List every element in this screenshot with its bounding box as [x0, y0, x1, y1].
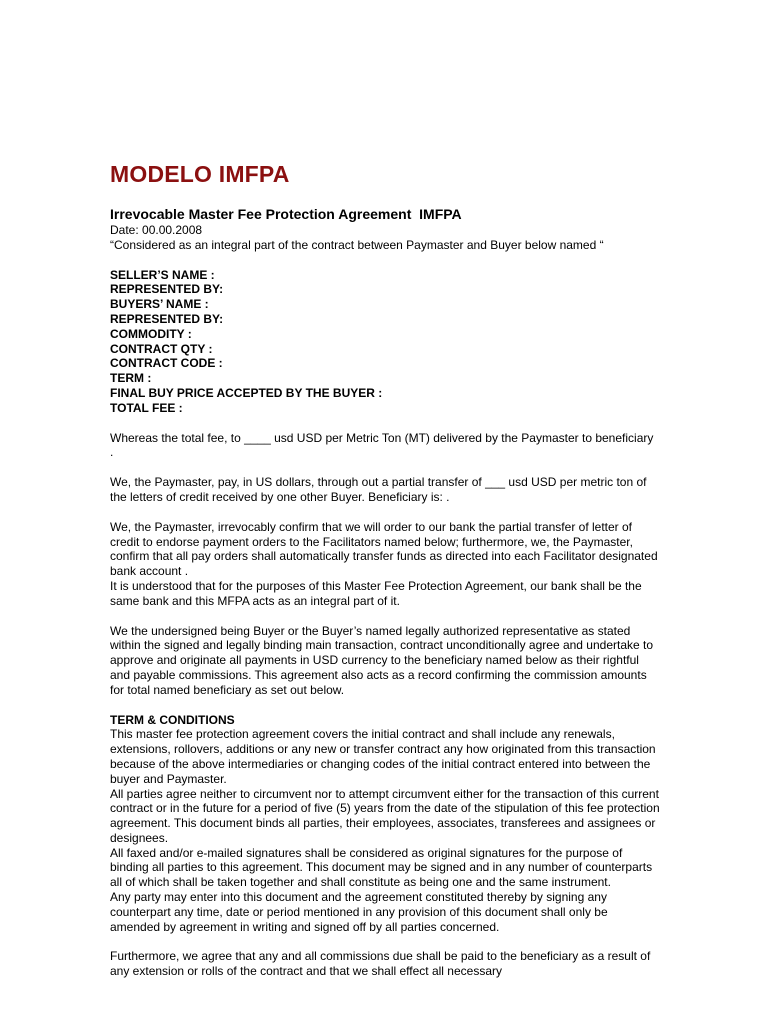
document-page: [110, 160, 660, 979]
field-contract-qty: CONTRACT QTY :: [110, 341, 213, 356]
document-title: MODELO IMFPA: [110, 161, 290, 187]
field-commodity: COMMODITY :: [110, 326, 192, 341]
date-line: Date: 00.00.2008: [110, 223, 203, 237]
terms-heading: TERM & CONDITIONS: [110, 712, 235, 727]
terms-paragraph-non-circumvention: All parties agree neither to circumvent nor to attempt circumvent either for the transaction of this current contract or in the future for a period of five (5) years from the date of the stipulation of this fee protection agreement. This document binds all parties, their employees, associates, transferees and assignees or designees.: [110, 786, 660, 845]
field-term: TERM :: [110, 371, 152, 386]
terms-paragraph-signatures: All faxed and/or e-mailed signatures shall be considered as original signatures for the purpose of binding all parties to this agreement. This document may be signed and in any number of counterparts all of which shall be taken together and shall constitute as being one and the same instrument.: [110, 845, 653, 890]
field-sellers-name: SELLER’S NAME :: [110, 267, 215, 282]
field-seller-represented-by: REPRESENTED BY:: [110, 282, 224, 297]
field-final-buy-price: FINAL BUY PRICE ACCEPTED BY THE BUYER :: [110, 385, 383, 400]
paragraph-undersigned: We the undersigned being Buyer or the Buyer’s named legally authorized representative as stated within the signed and legally binding main transaction, contract unconditionally agree and undertake to approve and originate all payments in USD currency to the beneficiary named below as their rightful and payable commissions. This agreement also acts as a record confirming the commission amounts for total named beneficiary as set out below.: [110, 623, 654, 697]
field-total-fee: TOTAL FEE :: [110, 400, 183, 415]
terms-paragraph-coverage: This master fee protection agreement covers the initial contract and shall include any renewals, extensions, rollovers, additions or any new or transfer contract any how originated from this transaction because of the above intermediaries or changing codes of the initial contract entered into between the buyer and Paymaster.: [110, 727, 656, 786]
document-subtitle: Irrevocable Master Fee Protection Agreement IMFPA: [110, 206, 462, 222]
field-contract-code: CONTRACT CODE :: [110, 356, 223, 371]
closing-paragraph: Furthermore, we agree that any and all commissions due shall be paid to the beneficiary as a result of any extension or rolls of the contract and that we shall effect all necessary: [110, 949, 651, 979]
contract-fields: [110, 268, 660, 416]
field-buyers-name: BUYERS’ NAME :: [110, 297, 209, 312]
paragraph-partial-transfer: We, the Paymaster, pay, in US dollars, through out a partial transfer of ___ usd USD per metric ton of the letters of credit received by one other Buyer. Beneficiary is: .: [110, 475, 647, 504]
paragraph-total-fee: Whereas the total fee, to ____ usd USD per Metric Ton (MT) delivered by the Paymaster to beneficiary .: [110, 430, 654, 460]
paragraph-irrevocable-confirm: We, the Paymaster, irrevocably confirm that we will order to our bank the partial transfer of letter of credit to endorse payment orders to the Facilitators named below; furthermore, we, the Paymaster, confirm that all pay orders shall automatically transfer funds as directed into each Facilitator designated bank account .: [110, 519, 658, 579]
field-buyer-represented-by: REPRESENTED BY:: [110, 311, 224, 326]
considered-line: “Considered as an integral part of the contract between Paymaster and Buyer below named “: [110, 237, 604, 252]
paragraph-understood: It is understood that for the purposes of this Master Fee Protection Agreement, our bank shall be the same bank and this MFPA acts as an integral part of it.: [110, 578, 642, 608]
terms-paragraph-counterparts: Any party may enter into this document and the agreement constituted thereby by signing any counterpart any time, date or period mentioned in any provision of this document shall only be amended by agreement in writing and signed off by all parties concerned.: [110, 890, 608, 934]
